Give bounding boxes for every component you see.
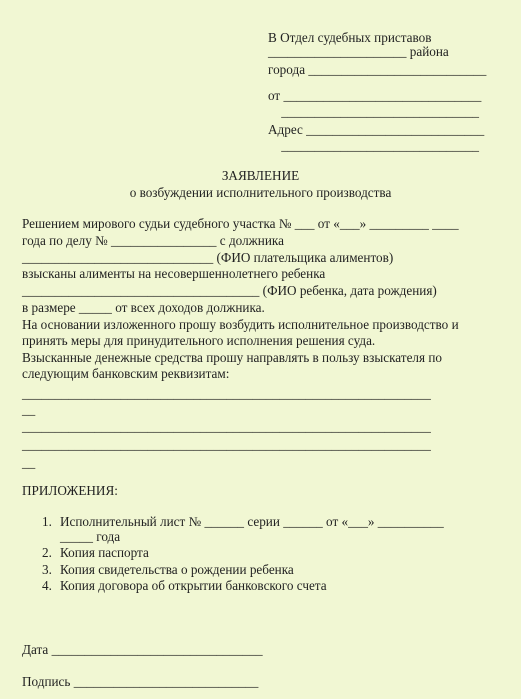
date-field: Дата ________________________________ bbox=[22, 642, 263, 657]
attachment-number: 2. bbox=[42, 545, 52, 560]
body-line: следующим банковским реквизитам: bbox=[22, 366, 230, 381]
attachment-number: 3. bbox=[42, 562, 52, 577]
body-line: в размере _____ от всех доходов должника. bbox=[22, 300, 265, 315]
applicant-address-cont: ______________________________ bbox=[268, 138, 479, 153]
bank-details-line: ______________________________________________________________ bbox=[22, 386, 431, 401]
body-line: _____________________________ (ФИО плательщика алиментов) bbox=[22, 250, 394, 265]
bank-details-line: ______________________________________________________________ bbox=[22, 437, 431, 452]
applicant-from: от ______________________________ bbox=[268, 88, 482, 103]
body-line: Решением мирового судьи судебного участка № ___ от «___» _________ ____ bbox=[22, 216, 459, 231]
body-line: года по делу № ________________ с должника bbox=[22, 233, 284, 248]
bank-details-line: __ bbox=[22, 455, 36, 470]
bank-details-line: __ bbox=[22, 402, 36, 417]
attachment-number: 4. bbox=[42, 578, 52, 593]
attachment-item: Исполнительный лист № ______ серии ______ от «___» __________ bbox=[60, 514, 444, 529]
applicant-from-cont: ______________________________ bbox=[268, 104, 479, 119]
body-line: Взысканные денежные средства прошу направлять в пользу взыскателя по bbox=[22, 350, 443, 365]
attachments-heading: ПРИЛОЖЕНИЯ: bbox=[22, 483, 118, 498]
body-line: взысканы алименты на несовершеннолетнего ребенка bbox=[22, 266, 326, 281]
body-line: принять меры для принудительного исполнения решения суда. bbox=[22, 333, 376, 348]
attachment-item-cont: _____ года bbox=[60, 529, 121, 544]
bank-details-line: ______________________________________________________________ bbox=[22, 419, 431, 434]
document-title: ЗАЯВЛЕНИЕ bbox=[221, 168, 300, 183]
body-line: На основании изложенного прошу возбудить исполнительное производство и bbox=[22, 317, 459, 332]
document-subtitle: о возбуждении исполнительного производства bbox=[129, 185, 392, 200]
addressee-line-1: В Отдел судебных приставов bbox=[268, 30, 432, 45]
signature-field: Подпись ____________________________ bbox=[22, 674, 259, 689]
addressee-city: города ___________________________ bbox=[268, 62, 487, 77]
body-line: ____________________________________ (ФИО ребенка, дата рождения) bbox=[22, 283, 437, 298]
addressee-line-2: _____________________ района bbox=[268, 44, 449, 59]
attachment-item: Копия паспорта bbox=[60, 545, 149, 560]
applicant-address: Адрес ___________________________ bbox=[268, 122, 485, 137]
attachment-item: Копия свидетельства о рождении ребенка bbox=[60, 562, 294, 577]
attachment-number: 1. bbox=[42, 514, 52, 529]
attachment-item: Копия договора об открытии банковского счета bbox=[60, 578, 327, 593]
